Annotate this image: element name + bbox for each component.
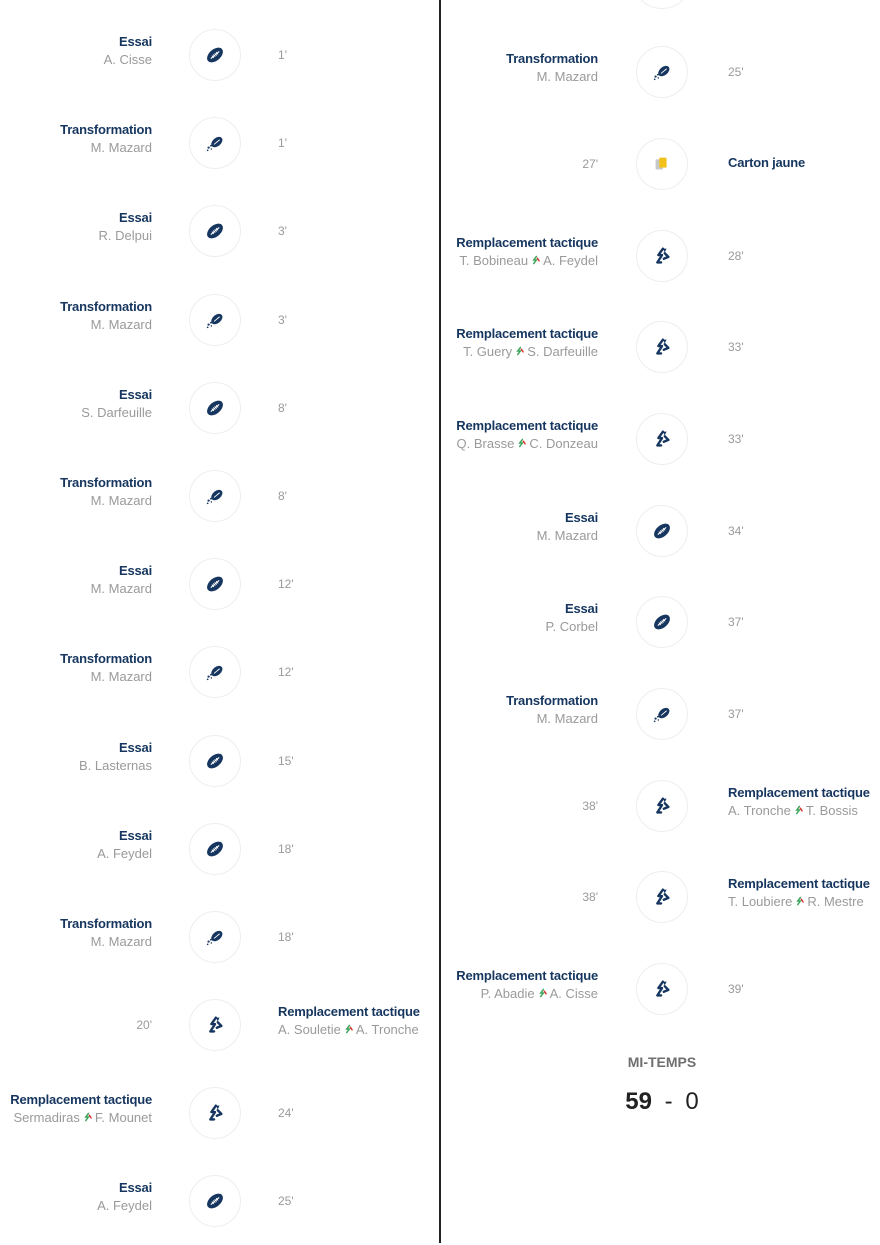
event-title: Essai [119, 387, 152, 402]
event-title: Carton jaune [728, 155, 806, 170]
event-minute: 3' [278, 313, 287, 327]
event-details [537, 509, 598, 545]
conversion-kick-icon [651, 703, 673, 725]
player-out: T. Loubiere [728, 894, 793, 909]
event-player: M. Mazard [90, 493, 152, 508]
event-details [60, 650, 152, 686]
timeline-event [442, 693, 880, 726]
substitution-players [456, 985, 598, 1003]
event-player: A. Cisse [103, 52, 152, 67]
event-details [60, 298, 152, 334]
event-icon-circle [189, 470, 241, 522]
timeline-event [442, 968, 880, 1001]
event-title: Remplacement tactique [456, 326, 598, 341]
event-minute: 1' [278, 48, 287, 62]
timeline-event [0, 563, 440, 596]
substitution-icon [204, 1102, 226, 1124]
timeline-event [0, 651, 440, 684]
event-icon-circle [636, 780, 688, 832]
event-player: A. Feydel [97, 1198, 152, 1213]
player-out: A. Souletie [278, 1022, 341, 1037]
event-player: A. Feydel [97, 846, 152, 861]
event-details [545, 600, 598, 636]
substitution-icon [651, 245, 673, 267]
event-minute: 3' [278, 224, 287, 238]
event-title: Essai [119, 210, 152, 225]
event-minute: 12' [278, 577, 294, 591]
event-details [10, 1091, 152, 1127]
event-player: R. Delpui [98, 228, 152, 243]
player-out: T. Guery [463, 344, 513, 359]
event-title: Remplacement tactique [278, 1004, 420, 1019]
rugby-ball-icon [204, 750, 226, 772]
event-icon-circle [636, 963, 688, 1015]
event-details [60, 121, 152, 157]
timeline-event [0, 210, 440, 243]
timeline-divider [439, 0, 441, 1243]
event-title: Essai [119, 34, 152, 49]
player-in: A. Feydel [543, 253, 598, 268]
event-title: Essai [119, 828, 152, 843]
event-minute: 38' [582, 799, 598, 813]
event-minute: 12' [278, 665, 294, 679]
event-icon-circle [189, 294, 241, 346]
event-minute: 34' [728, 524, 744, 538]
event-title: Remplacement tactique [728, 785, 870, 800]
player-in: C. Donzeau [529, 436, 598, 451]
event-details [79, 739, 152, 775]
event-icon-circle [636, 413, 688, 465]
yellow-card-icon [651, 153, 673, 175]
substitution-arrow-icon [795, 893, 804, 911]
timeline-event [0, 1092, 440, 1125]
event-title: Remplacement tactique [456, 418, 598, 433]
player-in: T. Bossis [805, 803, 858, 818]
timeline-event [442, 785, 880, 818]
substitution-icon [651, 886, 673, 908]
timeline-event [0, 34, 440, 67]
event-title: Remplacement tactique [728, 876, 870, 891]
event-title: Transformation [506, 51, 598, 66]
event-title: Remplacement tactique [10, 1092, 152, 1107]
halftime-label: MI-TEMPS [627, 1054, 697, 1070]
substitution-icon [651, 978, 673, 1000]
substitution-players [456, 435, 598, 453]
event-details [97, 827, 152, 863]
event-details [728, 784, 870, 820]
event-icon-circle [189, 205, 241, 257]
timeline-event [0, 1180, 440, 1213]
event-icon-circle [636, 46, 688, 98]
event-minute: 25' [728, 65, 744, 79]
event-icon-circle [189, 29, 241, 81]
event-minute: 33' [728, 340, 744, 354]
event-title: Essai [119, 563, 152, 578]
timeline-event [0, 828, 440, 861]
event-player: M. Mazard [90, 581, 152, 596]
timeline-event [0, 475, 440, 508]
event-player: B. Lasternas [79, 758, 152, 773]
event-minute: 37' [728, 707, 744, 721]
rugby-ball-icon [204, 573, 226, 595]
event-details [278, 1003, 420, 1039]
event-icon-circle [636, 688, 688, 740]
halftime-score-separator: - [664, 1088, 673, 1115]
rugby-ball-icon [204, 397, 226, 419]
event-icon-circle [189, 1175, 241, 1227]
substitution-icon [204, 1014, 226, 1036]
substitution-players [10, 1109, 152, 1127]
event-details [60, 474, 152, 510]
event-title: Transformation [60, 916, 152, 931]
event-player: M. Mazard [90, 140, 152, 155]
event-player: M. Mazard [536, 711, 598, 726]
event-details [456, 417, 598, 453]
event-minute: 33' [728, 432, 744, 446]
substitution-icon [651, 795, 673, 817]
timeline-column-right [442, 0, 880, 1245]
rugby-ball-icon [651, 611, 673, 633]
player-out: Q. Brasse [456, 436, 515, 451]
event-minute: 28' [728, 249, 744, 263]
event-minute: 1' [278, 136, 287, 150]
timeline-event [0, 299, 440, 332]
timeline-event [0, 387, 440, 420]
timeline-event [442, 876, 880, 909]
event-title: Essai [119, 1180, 152, 1195]
event-minute: 15' [278, 754, 294, 768]
event-icon-circle [636, 321, 688, 373]
event-title: Remplacement tactique [456, 235, 598, 250]
rugby-ball-icon [204, 838, 226, 860]
event-details [506, 50, 598, 86]
substitution-players [456, 343, 598, 361]
event-player: S. Darfeuille [81, 405, 152, 420]
event-title: Transformation [60, 475, 152, 490]
substitution-arrow-icon [531, 252, 540, 270]
event-details [456, 325, 598, 361]
substitution-players [728, 802, 870, 820]
event-icon-circle [189, 646, 241, 698]
event-details [456, 967, 598, 1003]
event-player: M. Mazard [90, 669, 152, 684]
conversion-kick-icon [204, 926, 226, 948]
event-details [91, 562, 152, 598]
player-in: A. Tronche [355, 1022, 419, 1037]
conversion-kick-icon [204, 309, 226, 331]
event-minute: 37' [728, 615, 744, 629]
event-icon-circle [189, 999, 241, 1051]
timeline-event [0, 740, 440, 773]
conversion-kick-icon [204, 661, 226, 683]
event-icon-circle [636, 230, 688, 282]
player-out: T. Bobineau [459, 253, 529, 268]
substitution-arrow-icon [344, 1021, 353, 1039]
event-details [60, 915, 152, 951]
event-title: Essai [565, 510, 598, 525]
event-details [506, 692, 598, 728]
event-icon-circle [636, 596, 688, 648]
timeline-event [442, 326, 880, 359]
event-minute: 20' [136, 1018, 152, 1032]
timeline-event [442, 418, 880, 451]
timeline-event [442, 51, 880, 84]
event-minute: 38' [582, 890, 598, 904]
timeline-event [442, 601, 880, 634]
player-out: Sermadiras [13, 1110, 80, 1125]
event-icon-circle [189, 117, 241, 169]
timeline-event [442, 510, 880, 543]
event-title: Essai [119, 740, 152, 755]
substitution-arrow-icon [538, 985, 547, 1003]
substitution-icon [651, 336, 673, 358]
conversion-kick-icon [204, 132, 226, 154]
event-title: Transformation [60, 122, 152, 137]
event-icon-circle [189, 558, 241, 610]
event-icon-circle [636, 505, 688, 557]
substitution-arrow-icon [83, 1109, 92, 1127]
event-player: M. Mazard [536, 528, 598, 543]
event-minute: 24' [278, 1106, 294, 1120]
event-details [456, 234, 598, 270]
event-details [728, 875, 870, 911]
player-out: A. Tronche [728, 803, 791, 818]
player-in: F. Mounet [94, 1110, 152, 1125]
rugby-ball-icon [204, 220, 226, 242]
event-player: P. Corbel [545, 619, 598, 634]
event-details [104, 33, 152, 69]
event-minute: 18' [278, 930, 294, 944]
halftime-score [592, 1088, 732, 1116]
halftime-away-score: 0 [685, 1088, 699, 1115]
rugby-ball-icon [651, 520, 673, 542]
event-icon-circle [189, 735, 241, 787]
substitution-arrow-icon [517, 435, 526, 453]
timeline-icon-circle-partial [636, 0, 688, 9]
rugby-ball-icon [204, 44, 226, 66]
substitution-players [728, 893, 870, 911]
event-title: Remplacement tactique [456, 968, 598, 983]
player-in: R. Mestre [807, 894, 864, 909]
event-minute: 18' [278, 842, 294, 856]
event-details [81, 386, 152, 422]
player-out: P. Abadie [480, 986, 535, 1001]
timeline-event [442, 235, 880, 268]
event-icon-circle [189, 823, 241, 875]
substitution-players [278, 1021, 420, 1039]
substitution-icon [651, 428, 673, 450]
substitution-arrow-icon [794, 802, 803, 820]
halftime-home-score: 59 [625, 1088, 652, 1115]
timeline-event [442, 155, 880, 171]
event-details [97, 1179, 152, 1215]
event-details [728, 154, 805, 172]
event-player: M. Mazard [536, 69, 598, 84]
event-title: Essai [565, 601, 598, 616]
event-icon-circle [189, 1087, 241, 1139]
player-in: S. Darfeuille [527, 344, 598, 359]
event-minute: 25' [278, 1194, 294, 1208]
conversion-kick-icon [651, 61, 673, 83]
player-in: A. Cisse [549, 986, 598, 1001]
substitution-players [456, 252, 598, 270]
event-minute: 8' [278, 401, 287, 415]
event-player: M. Mazard [90, 934, 152, 949]
event-minute: 8' [278, 489, 287, 503]
timeline-event [0, 916, 440, 949]
event-icon-circle [636, 138, 688, 190]
event-details [99, 209, 152, 245]
rugby-ball-icon [204, 1190, 226, 1212]
event-title: Transformation [506, 693, 598, 708]
timeline-event [0, 122, 440, 155]
event-minute: 39' [728, 982, 744, 996]
event-minute: 27' [582, 157, 598, 171]
event-player: M. Mazard [90, 317, 152, 332]
event-title: Transformation [60, 651, 152, 666]
event-icon-circle [636, 871, 688, 923]
event-icon-circle [189, 911, 241, 963]
event-title: Transformation [60, 299, 152, 314]
timeline-event [0, 1004, 440, 1037]
substitution-arrow-icon [515, 343, 524, 361]
conversion-kick-icon [204, 485, 226, 507]
event-icon-circle [189, 382, 241, 434]
